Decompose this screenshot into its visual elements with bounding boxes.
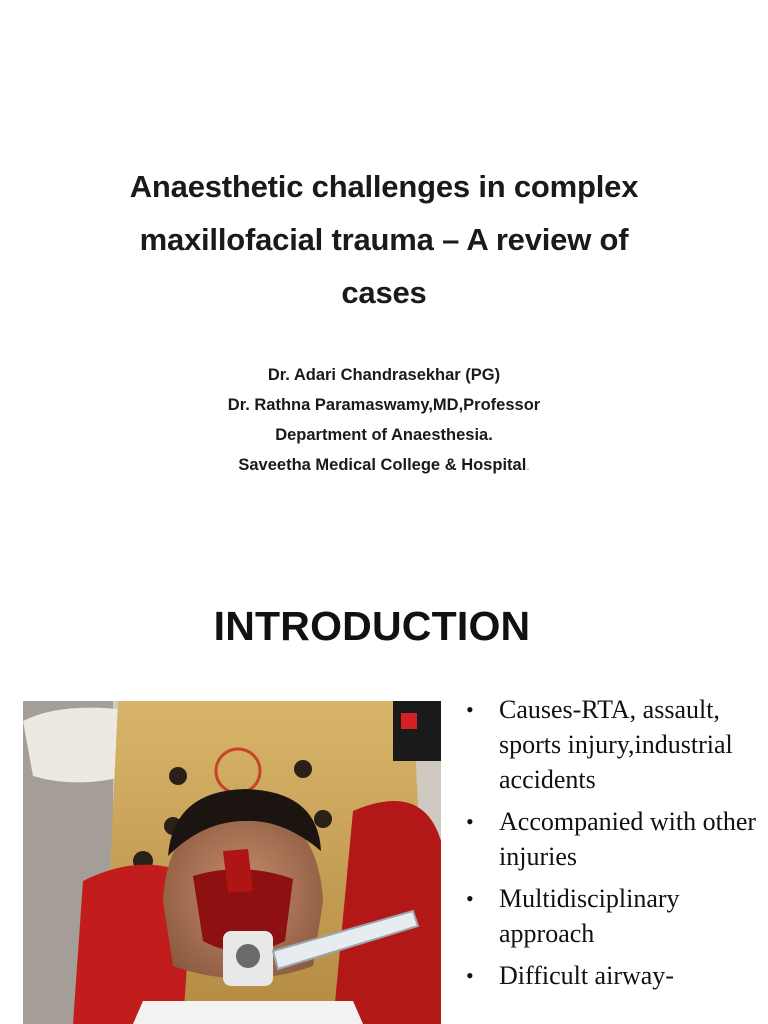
photo-illustration [23, 701, 441, 1024]
bullet-glyph: • [466, 886, 474, 911]
corner-sticker [393, 701, 441, 761]
title-line: cases [341, 275, 427, 310]
bullet-text: Accompanied with other injuries [499, 807, 757, 871]
introduction-bullets [466, 692, 766, 1000]
bullet-text: Difficult airway- [499, 961, 674, 990]
bullet-glyph: • [466, 809, 474, 834]
bullet-item [466, 881, 766, 951]
nasal-bleeding [223, 849, 253, 893]
bullet-item [466, 958, 766, 993]
bullet-item [466, 692, 766, 797]
bullet-item [466, 804, 766, 874]
bullet-text: Causes-RTA, assault, sports injury,industrial accidents [499, 695, 733, 794]
institution-name: Saveetha Medical College & Hospital [238, 456, 527, 474]
introduction-slide [0, 576, 768, 1024]
title-line: Anaesthetic challenges in complex [129, 169, 639, 204]
trauma-patient-photo [23, 701, 441, 1024]
author-line-institution [0, 450, 768, 481]
author-line: Dr. Adari Chandrasekhar (PG) [267, 366, 501, 384]
board-hole [169, 767, 187, 785]
title-line: maxillofacial trauma – A review of [139, 222, 629, 257]
airway-tube [236, 944, 260, 968]
slide-heading: INTRODUCTION [213, 603, 531, 649]
board-hole [314, 810, 332, 828]
board-hole [294, 760, 312, 778]
bullet-glyph: • [466, 697, 474, 722]
bullet-glyph: • [466, 963, 474, 988]
neck-brace [133, 1001, 363, 1024]
red-cross-logo [401, 713, 417, 729]
author-block [0, 360, 768, 481]
author-line: Department of Anaesthesia. [275, 426, 493, 444]
author-line: Dr. Rathna Paramaswamy,MD,Professor [227, 396, 541, 414]
bullet-text: Multidisciplinary approach [499, 884, 680, 948]
institution-trailing-mark: . [526, 459, 530, 473]
presentation-title [40, 160, 728, 319]
